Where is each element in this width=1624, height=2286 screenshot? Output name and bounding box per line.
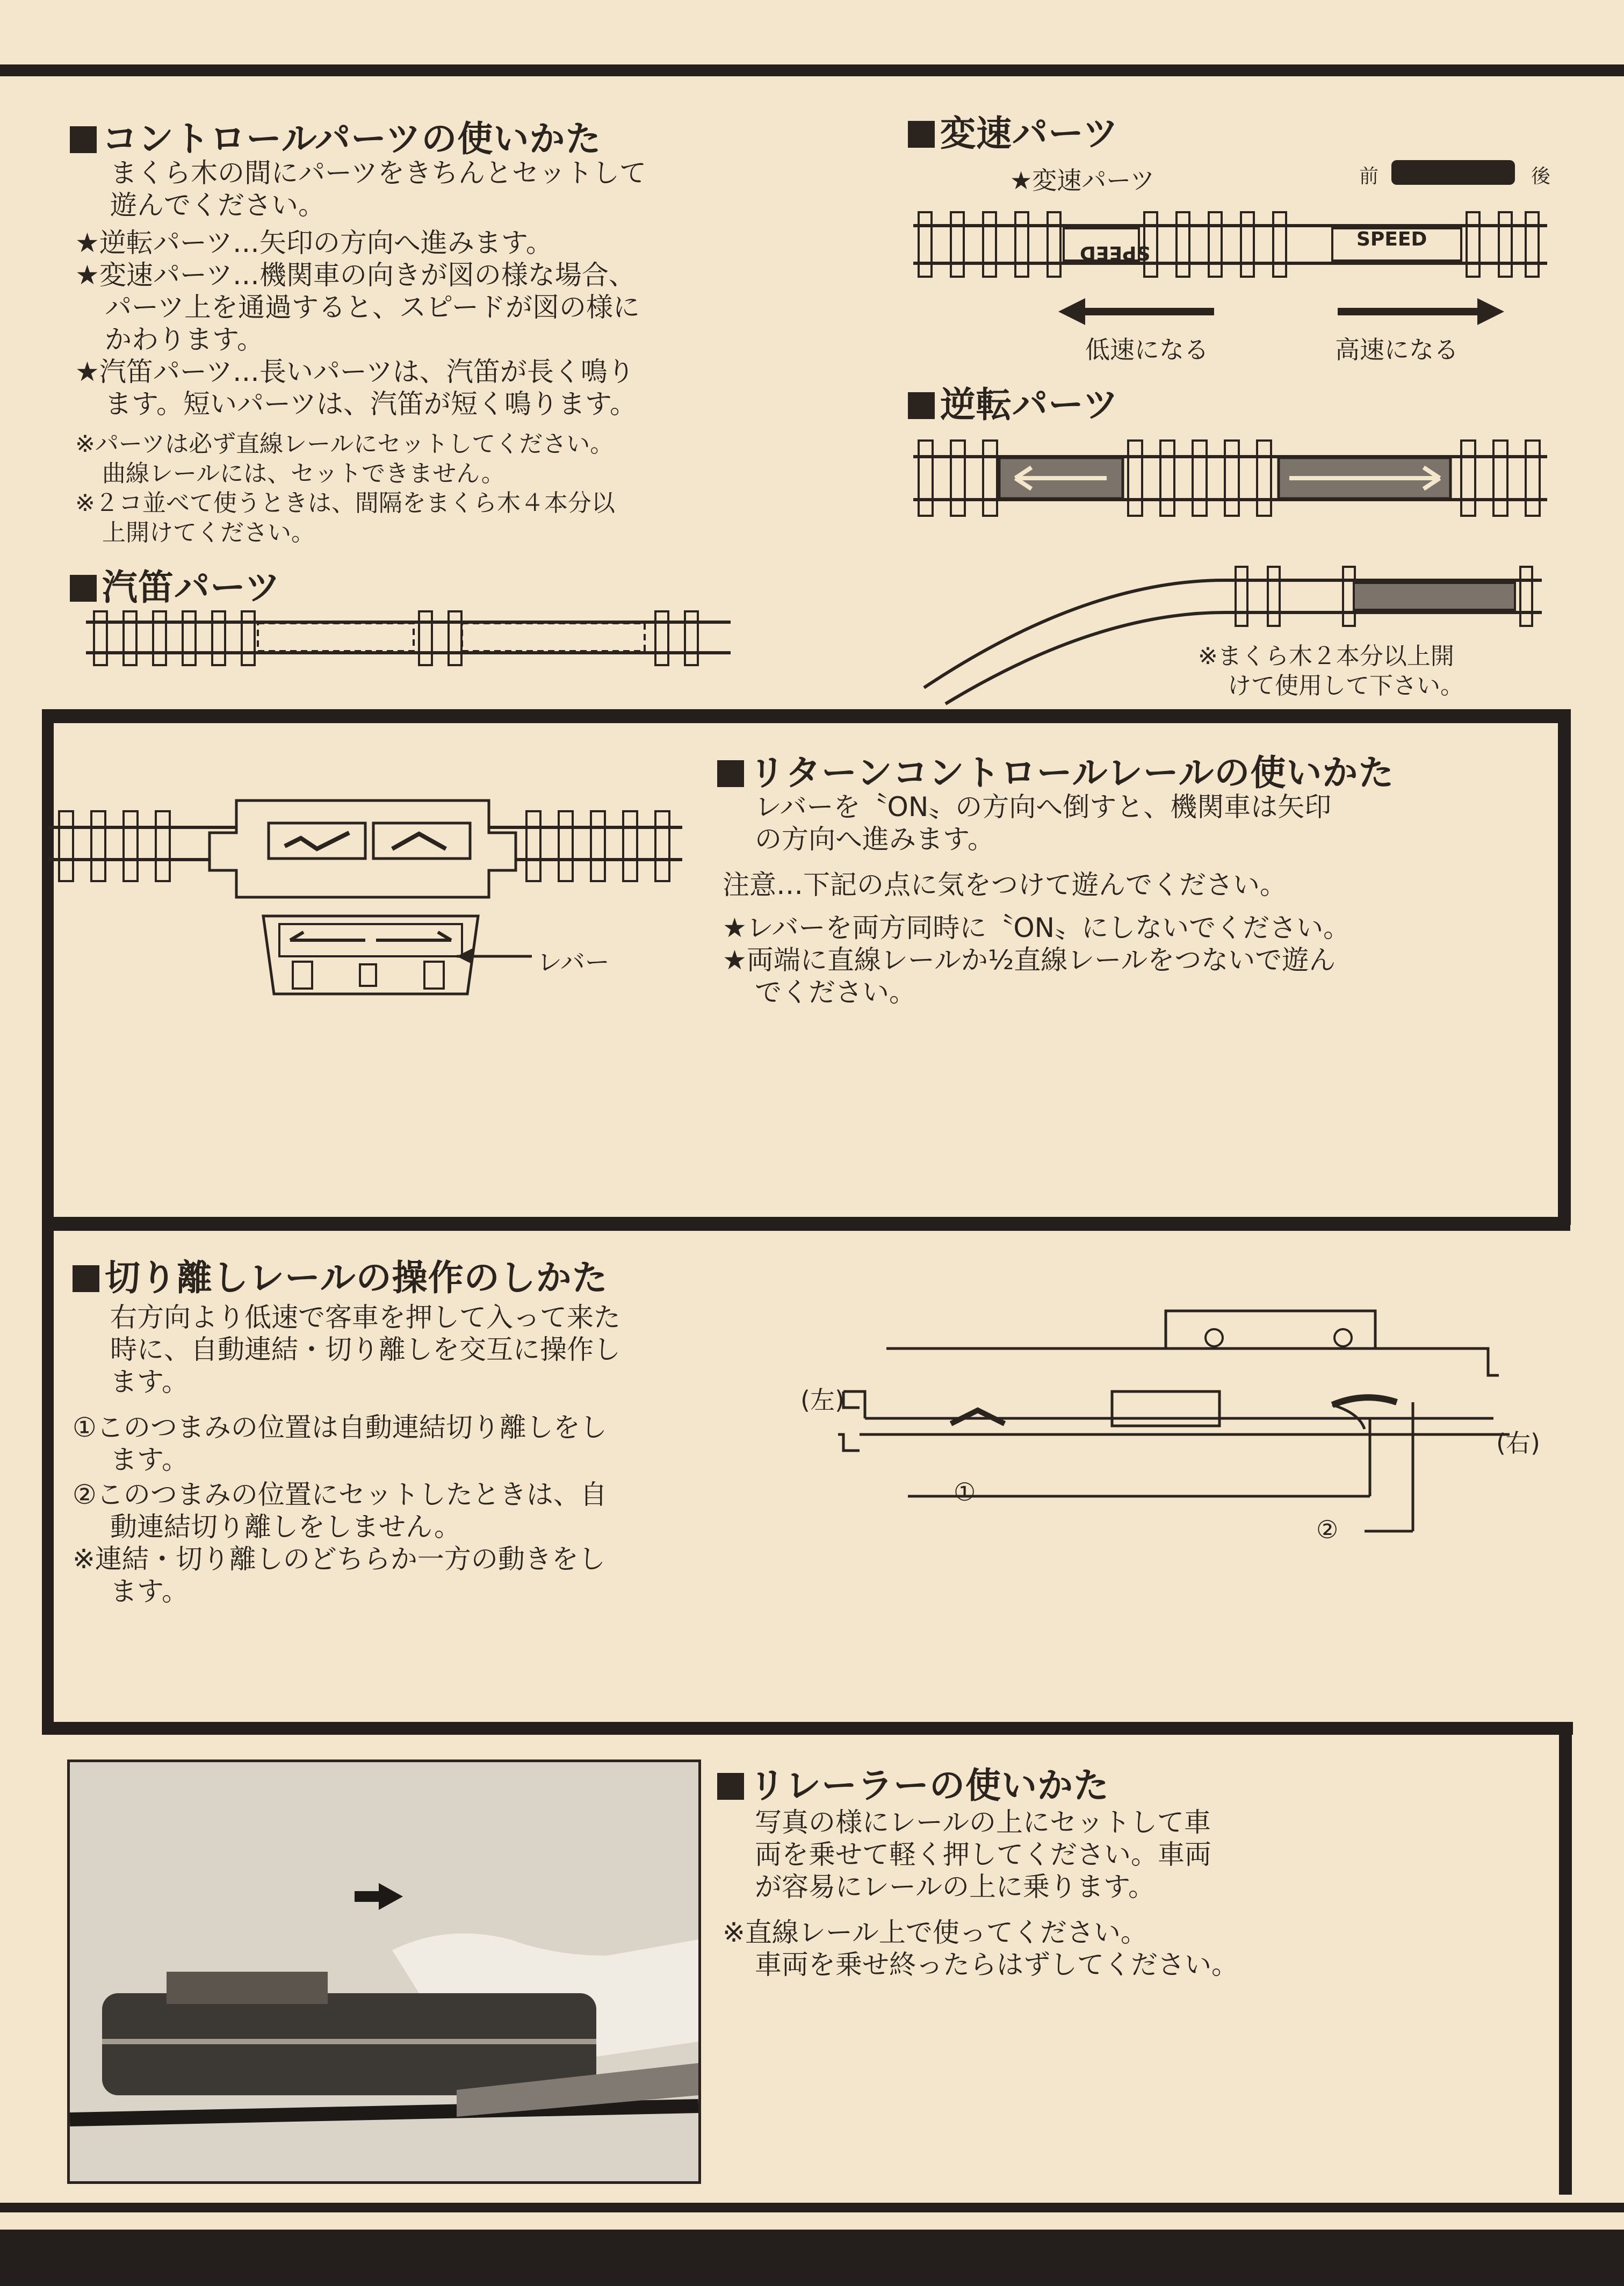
locomotive-icon — [1391, 160, 1515, 185]
left-label: (左) — [800, 1386, 845, 1415]
speed-fig-label: ★変速パーツ — [1010, 166, 1155, 195]
reverse-note-1: ※まくら木２本分以上開 — [1198, 643, 1454, 670]
lever-label: レバー — [537, 948, 610, 977]
mark-1: ① — [954, 1477, 976, 1506]
uncoupler-item-1b: ます。 — [110, 1444, 189, 1475]
bottom-border-thin — [0, 2203, 1624, 2212]
heading-square-icon — [717, 1773, 744, 1800]
top-border — [0, 64, 1624, 76]
uncoupler-diagram — [827, 1311, 1504, 1558]
uncoupler-item-2b: 動連結切り離しをしません。 — [110, 1511, 461, 1542]
bottom-border-thick — [0, 2230, 1624, 2286]
mark-2: ② — [1316, 1515, 1339, 1544]
divider-3 — [42, 1722, 1573, 1735]
divider-1 — [42, 709, 1570, 723]
speed-item-2: パーツ上を通過すると、スピードが図の様に — [105, 292, 640, 323]
rerailer-body-1: 写真の様にレールの上にセットして車 — [755, 1807, 1211, 1838]
control-intro-2: 遊んでください。 — [110, 190, 325, 221]
speed-track-diagram — [913, 201, 1547, 287]
slow-arrow-icon — [1058, 298, 1219, 325]
return-rail-heading: リターンコントロールレールの使いかた — [717, 744, 1394, 795]
control-intro-1: まくら木の間にパーツをきちんとセットして — [110, 157, 646, 189]
box3-right — [1559, 1722, 1572, 2195]
heading-square-icon — [73, 1265, 99, 1292]
heading-square-icon — [70, 575, 97, 602]
locomotive-photo-illustration — [70, 1762, 698, 2181]
rear-label: 後 — [1531, 165, 1551, 188]
speed-sign-right: SPEED — [1356, 228, 1427, 250]
return-caution: 注意…下記の点に気をつけて遊んでください。 — [723, 869, 1287, 900]
fast-label: 高速になる — [1335, 335, 1459, 364]
whistle-track-diagram — [86, 602, 731, 677]
rerailer-body-3: が容易にレールの上に乗ります。 — [755, 1871, 1155, 1902]
uncoupler-item-3b: ます。 — [110, 1576, 189, 1607]
rerailer-body-2: 両を乗せて軽く押してください。車両 — [755, 1839, 1211, 1870]
control-note-2: 曲線レールには、セットできません。 — [102, 460, 505, 487]
rerailer-note-1: ※直線レール上で使ってください。 — [723, 1917, 1147, 1948]
speed-item-1: ★変速パーツ…機関車の向きが図の様な場合、 — [75, 259, 636, 291]
control-parts-heading: コントロールパーツの使いかた — [70, 110, 601, 161]
uncoupler-heading: 切り離しレールの操作のしかた — [73, 1249, 608, 1300]
uncoupler-body-1: 右方向より低速で客車を押して入って来た — [110, 1302, 620, 1333]
return-body-2: の方向へ進みます。 — [755, 824, 994, 855]
return-item-2: ★両端に直線レールか½直線レールをつないで遊ん — [723, 944, 1336, 976]
heading-square-icon — [70, 126, 97, 153]
uncoupler-item-3: ※連結・切り離しのどちらか一方の動きをし — [73, 1544, 605, 1575]
rerailer-heading: リレーラーの使いかた — [717, 1757, 1109, 1808]
whistle-item-1: ★汽笛パーツ…長いパーツは、汽笛が長く鳴り — [75, 356, 634, 387]
uncoupler-item-1: ①このつまみの位置は自動連結切り離しをし — [73, 1412, 607, 1443]
control-note-1: ※パーツは必ず直線レールにセットしてください。 — [75, 430, 614, 458]
return-item-2b: でください。 — [755, 977, 916, 1008]
speed-parts-heading: 変速パーツ — [908, 105, 1118, 156]
divider-2 — [42, 1217, 1570, 1231]
speed-sign-left: SPEED — [1080, 242, 1151, 264]
control-note-3: ※２コ並べて使うときは、間隔をまくら木４本分以 — [75, 489, 615, 517]
whistle-item-2: ます。短いパーツは、汽笛が短く鳴ります。 — [105, 388, 637, 420]
rerailer-photo — [67, 1759, 701, 2184]
box1-right — [1558, 709, 1571, 1225]
return-item-1: ★レバーを両方同時に〝ON〟にしないでください。 — [723, 912, 1351, 943]
box2-left — [42, 1217, 54, 1733]
rerailer-note-2: 車両を乗せ終ったらはずしてください。 — [755, 1949, 1238, 1980]
speed-item-3: かわります。 — [105, 324, 264, 355]
heading-square-icon — [717, 760, 744, 787]
reverse-track-diagram — [913, 430, 1547, 527]
return-body-1: レバーを〝ON〟の方向へ倒すと、機関車は矢印 — [755, 791, 1332, 823]
reverse-parts-heading: 逆転パーツ — [908, 376, 1118, 427]
front-label: 前 — [1359, 165, 1379, 188]
right-label: (右) — [1496, 1429, 1540, 1458]
reverse-item: ★逆転パーツ…矢印の方向へ進みます。 — [75, 227, 553, 258]
control-note-4: 上開けてください。 — [102, 519, 315, 546]
heading-square-icon — [908, 392, 935, 419]
uncoupler-body-3: ます。 — [110, 1366, 189, 1397]
uncoupler-body-2: 時に、自動連結・切り離しを交互に操作し — [110, 1334, 620, 1365]
uncoupler-item-2: ②このつまみの位置にセットしたときは、自 — [73, 1479, 607, 1510]
reverse-note-2: けて使用して下さい。 — [1228, 672, 1464, 699]
slow-label: 低速になる — [1085, 335, 1209, 364]
fast-arrow-icon — [1338, 298, 1504, 325]
heading-square-icon — [908, 121, 935, 148]
whistle-parts-heading: 汽笛パーツ — [70, 559, 280, 610]
